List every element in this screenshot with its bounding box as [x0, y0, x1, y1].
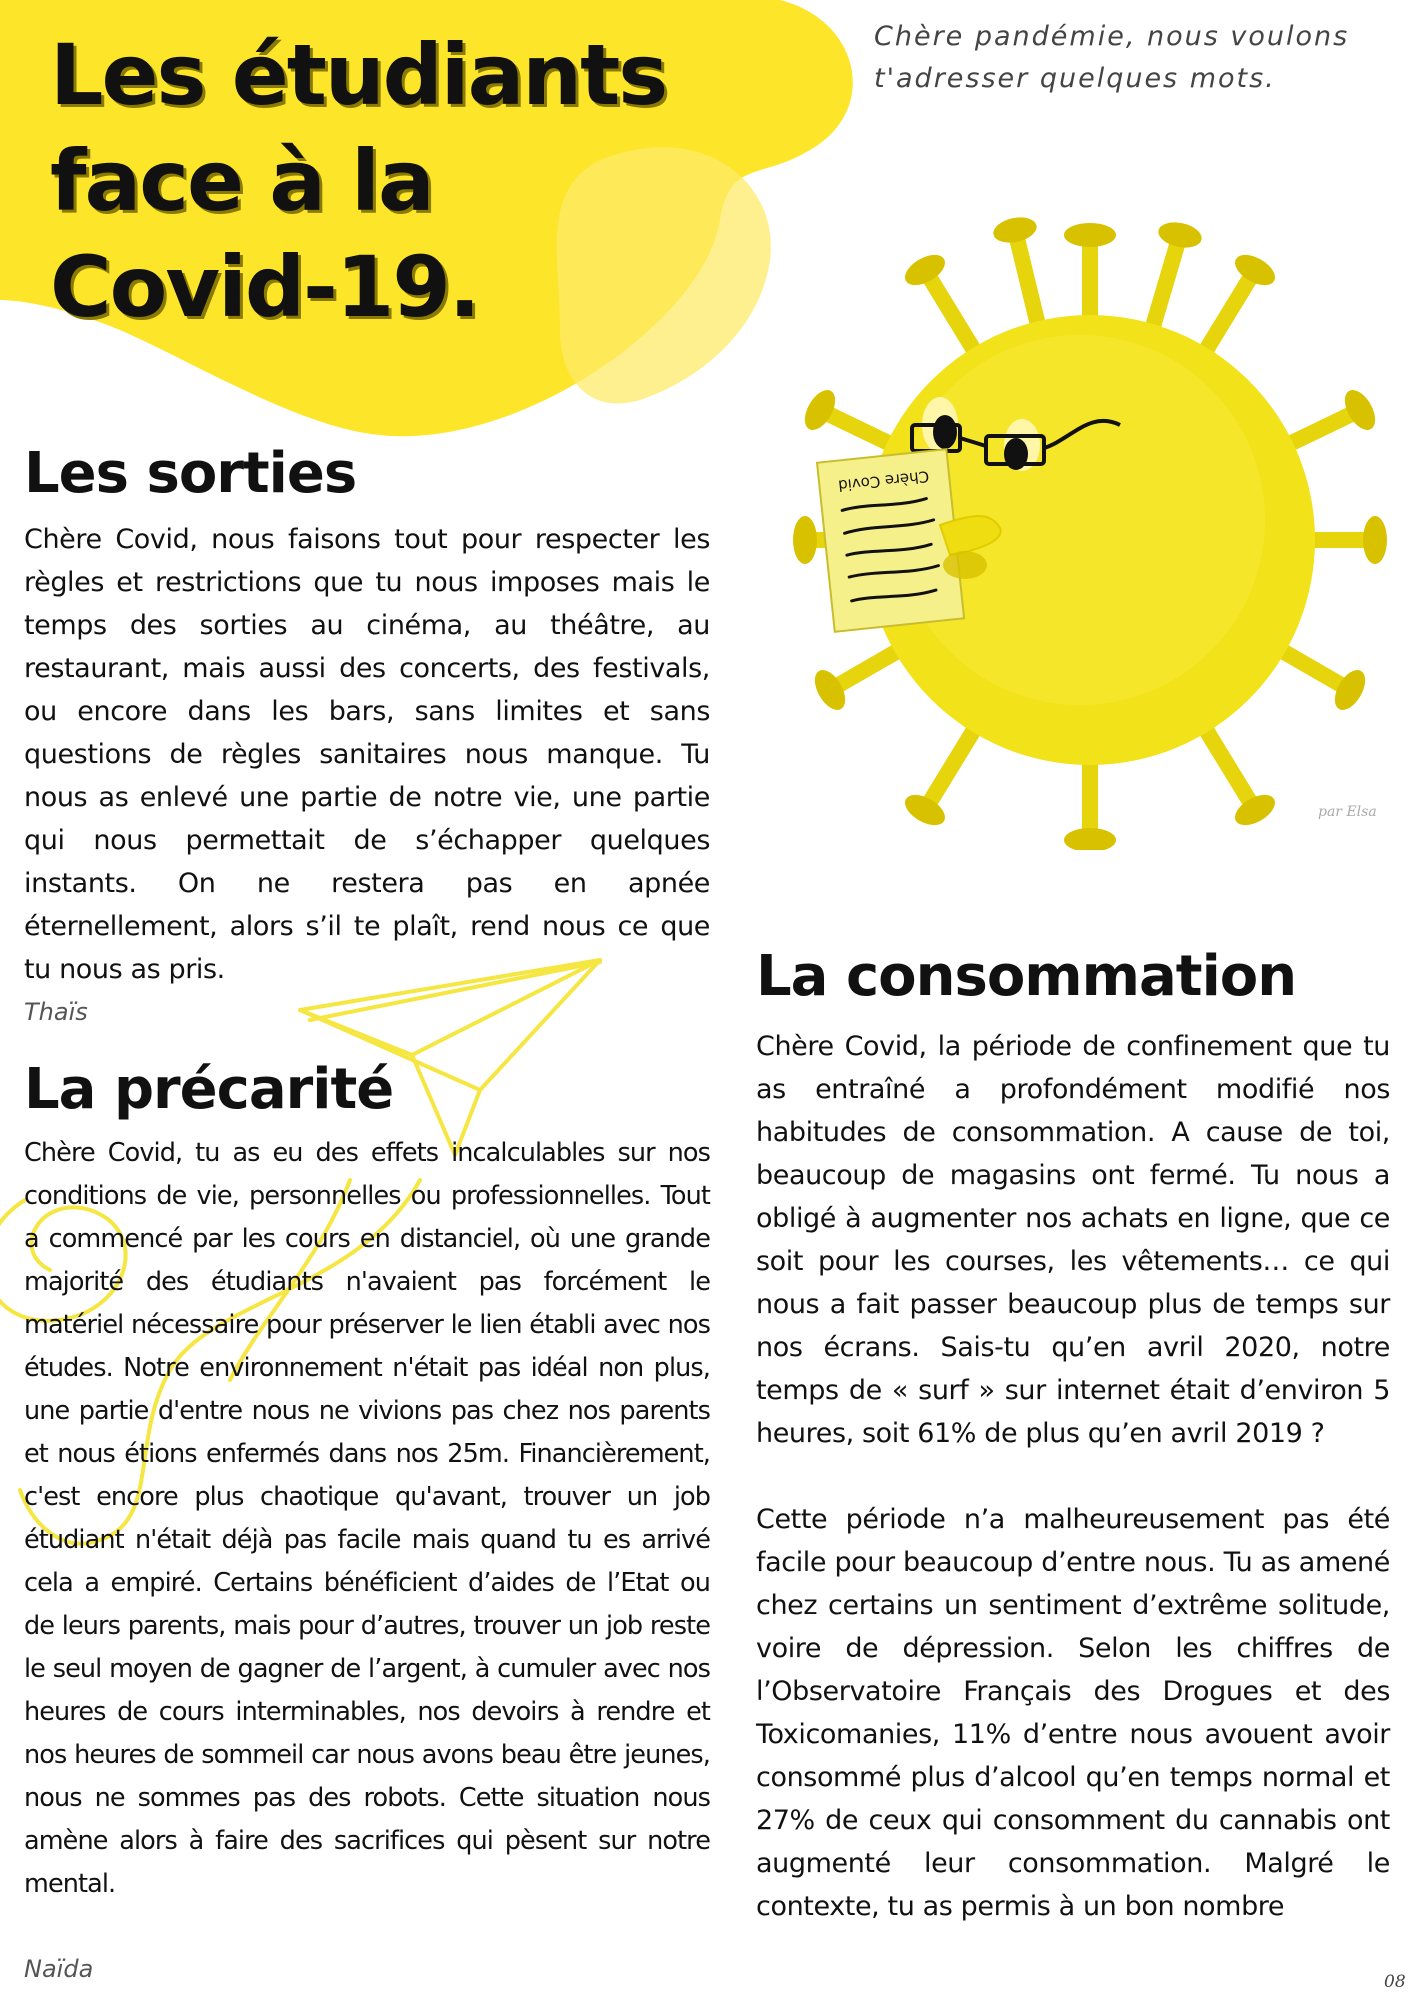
page-number: 08 — [1384, 1972, 1406, 1992]
section-heading-sorties: Les sorties — [24, 441, 357, 506]
illustration-credit: par Elsa — [1318, 804, 1377, 820]
section-heading-precarite: La précarité — [24, 1057, 394, 1122]
virus-illustration — [790, 210, 1390, 850]
intro-line: t'adresser quelques mots. — [874, 63, 1276, 94]
title-line: Les étudiants — [50, 26, 667, 124]
title-line: face à la — [50, 132, 433, 230]
note-label: Chère Covid — [837, 467, 930, 495]
title-line: Covid-19. — [50, 238, 479, 336]
intro-line: Chère pandémie, nous voulons — [874, 21, 1350, 52]
page-title — [50, 22, 750, 340]
author-sorties: Thaïs — [24, 998, 88, 1026]
section-text-sorties: Chère Covid, nous faisons tout pour respecter les règles et restrictions que tu nous imposes mais le temps des sorties au cinéma, au théâtre, au restaurant, mais aussi des concerts, des festivals, ou encore dans les bars, sans limites et sans questions de règles sanitaires nous manque. Tu nous as enlevé une partie de notre vie, une partie qui nous permettait de s’échapper quelques instants. On ne restera pas en apnée éternellement, alors s’il te plaît, rend nous ce que tu nous as pris. — [24, 524, 710, 985]
author-precarite: Naïda — [24, 1955, 94, 1983]
section-text-consommation-2: Cette période n’a malheureusement pas été facile pour beaucoup d’entre nous. Tu as amené chez certains un sentiment d’extrême solitude, voire de dépression. Selon les chiffres de l’Observatoire Français des Drogues et des Toxicomanies, 11% d’entre nous avouent avoir consommé plus d’alcool qu’en temps normal et 27% de ceux qui consomment du cannabis ont augmenté leur consommation. Malgré le contexte, tu as permis à un bon nombre — [756, 1504, 1390, 1922]
intro-text — [874, 16, 1394, 100]
section-text-consommation: Chère Covid, la période de confinement que tu as entraîné a profondément modifié nos habitudes de consommation. A cause de toi, beaucoup de magasins ont fermé. Tu nous a obligé à augmenter nos achats en ligne, que ce soit pour les courses, les vêtements… ce qui nous a fait passer beaucoup plus de temps sur nos écrans. Sais-tu qu’en avril 2020, notre temps de « surf » sur internet était d’environ 5 heures, soit 61% de plus qu’en avril 2019 ? — [756, 1031, 1390, 1449]
section-heading-consommation: La consommation — [756, 944, 1297, 1009]
section-text-precarite: Chère Covid, tu as eu des effets incalculables sur nos conditions de vie, personnelles ou professionnelles. Tout a commencé par les cours en distanciel, où une grande majorité des étudiants n'avaient pas forcément le matériel nécessaire pour préserver le lien établi avec nos études. Notre environnement n'était pas idéal non plus, une partie d'entre nous ne vivions pas chez nos parents et nous étions enfermés dans nos 25m. Financièrement, c'est encore plus chaotique qu'avant, trouver un job étudiant n'était déjà pas facile mais quand tu es arrivé cela a empiré. Certains bénéficient d’aides de l’Etat ou de leurs parents, mais pour d’autres, trouver un job reste le seul moyen de gagner de l’argent, à cumuler avec nos heures de cours interminables, nos devoirs à rendre et nos heures de sommeil car nous avons beau être jeunes, nous ne sommes pas des robots. Cette situation nous amène alors à faire des sacrifices qui pèsent sur notre mental. — [24, 1138, 710, 1899]
